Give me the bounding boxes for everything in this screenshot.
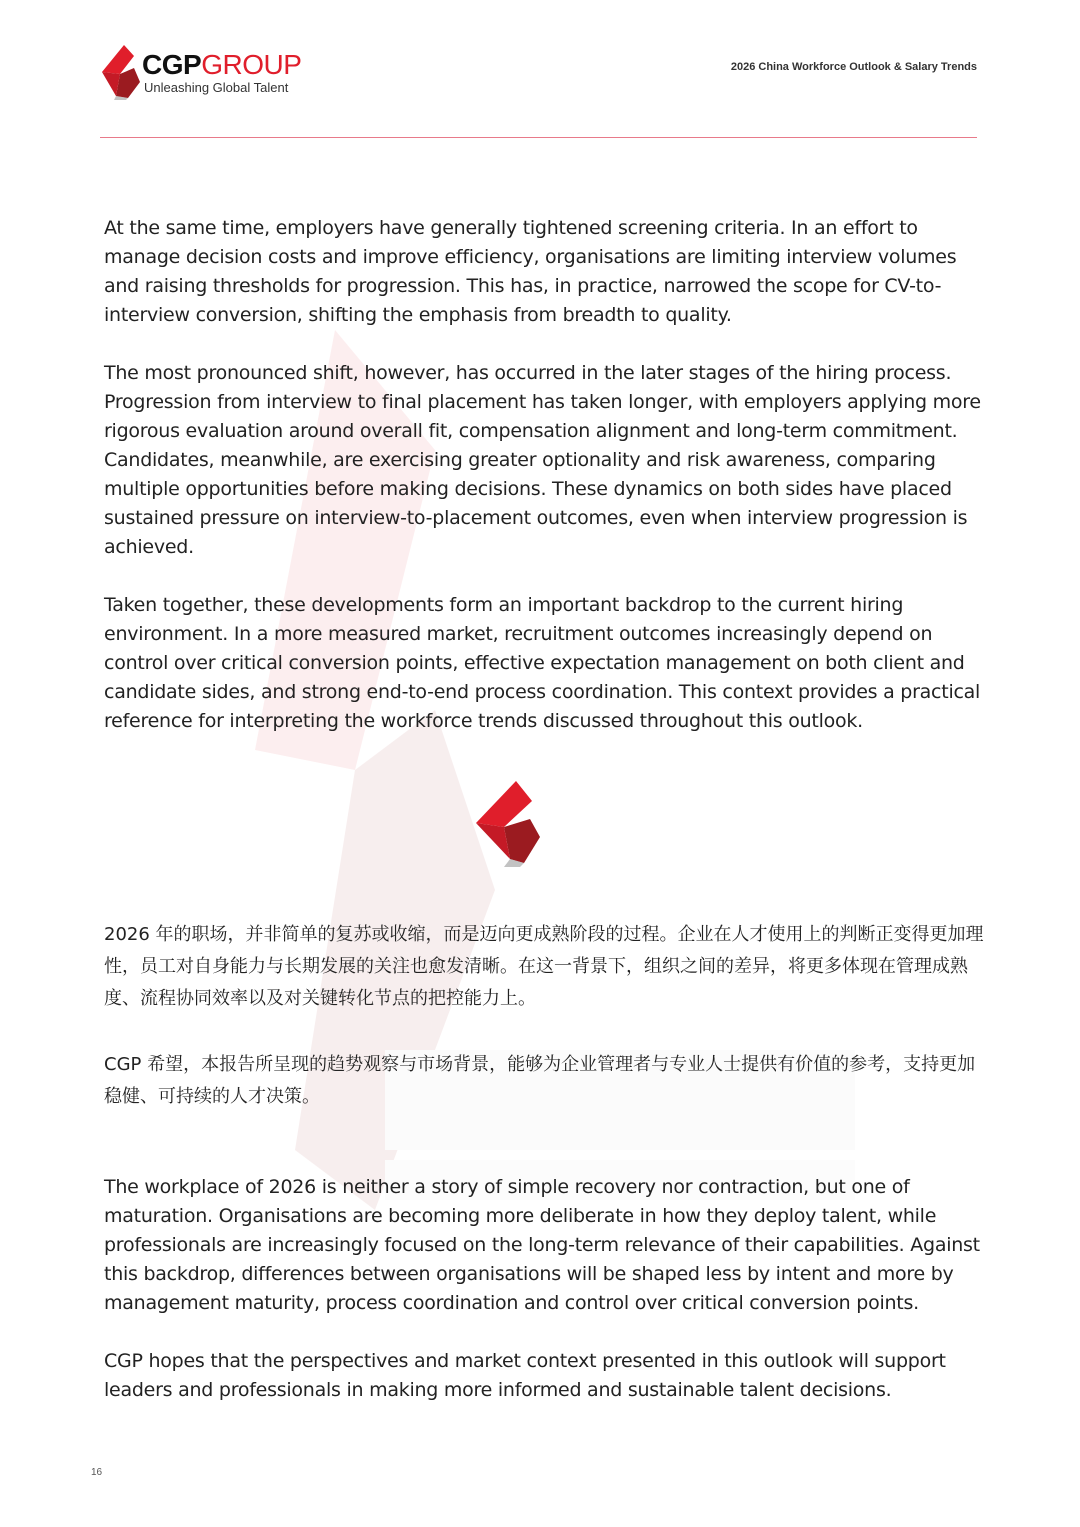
report-title: 2026 China Workforce Outlook & Salary Trends [730, 61, 977, 73]
body-paragraph-workplace-2026: The workplace of 2026 is neither a story of simple recovery nor contraction, but one of maturation. Organisations are becoming more deliberate in how they deploy talent, while professionals are increasingly focused on the long-term relevance of their capabilities. Against this backdrop, differences between organisations will be shaped less by intent and more by management maturity, process coordination and control over critical conversion points. [104, 1176, 980, 1314]
body-paragraph-backdrop: Taken together, these developments form an important backdrop to the current hiring environment. In a more measured market, recruitment outcomes increasingly depend on control over critical conversion points, effective expectation management on both client and candidate sides, and strong end-to-end process coordination. This context provides a practical reference for interpreting the workforce trends discussed throughout this outlook. [104, 594, 981, 732]
header-divider [100, 137, 977, 138]
cgp-group-logo [98, 42, 318, 100]
brand-tagline: Unleashing Global Talent [144, 80, 289, 95]
brand-name-light: GROUP [201, 49, 302, 80]
brand-name [142, 50, 301, 80]
page-number: 16 [91, 1467, 103, 1478]
cgp-chevron-logo-icon [98, 42, 142, 100]
body-paragraph-zh-workplace: 2026 年的职场，并非简单的复苏或收缩，而是迈向更成熟阶段的过程。企业在人才使用上的判断正变得更加理性，员工对自身能力与长期发展的关注也愈发清晰。在这一背景下，组织之间的差异，将更多体现在管理成熟度、流程协同效率以及对关键转化节点的把控能力上。 [104, 924, 984, 1009]
body-paragraph-later-stages: The most pronounced shift, however, has occurred in the later stages of the hiring process. Progression from interview to final placement has taken longer, with employers applying more rigorous evaluation around overall fit, compensation alignment and long-term commitment. Candidates, meanwhile, are exercising greater optionality and risk awareness, comparing multiple opportunities before making decisions. These dynamics on both sides have placed sustained pressure on interview-to-placement outcomes, even when interview progression is achieved. [104, 362, 981, 558]
brand-name-bold: CGP [142, 49, 202, 80]
cgp-section-divider-icon [474, 779, 554, 871]
body-paragraph-screening: At the same time, employers have generally tightened screening criteria. In an effort to manage decision costs and improve efficiency, organisations are limiting interview volumes and raising thresholds for progression. This has, in practice, narrowed the scope for CV-to-interview conversion, shifting the emphasis from breadth to quality. [104, 217, 957, 326]
page-header [0, 0, 1080, 140]
body-paragraph-cgp-hopes: CGP hopes that the perspectives and market context presented in this outlook will support leaders and professionals in making more informed and sustainable talent decisions. [104, 1350, 946, 1401]
page-content [104, 214, 984, 1434]
body-paragraph-zh-hopes: CGP 希望，本报告所呈现的趋势观察与市场背景，能够为企业管理者与专业人士提供有价值的参考，支持更加稳健、可持续的人才决策。 [104, 1054, 976, 1107]
